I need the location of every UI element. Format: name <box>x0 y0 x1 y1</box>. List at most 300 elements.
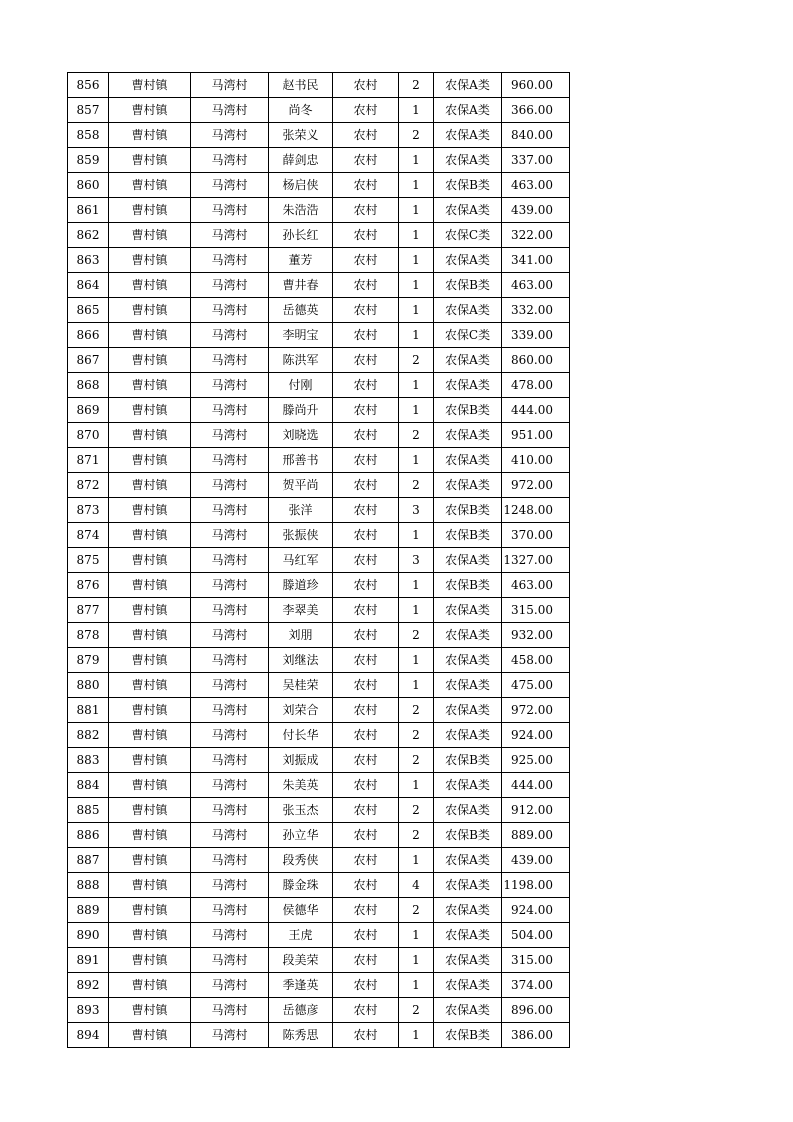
town-cell: 曹村镇 <box>109 73 191 98</box>
row-number-cell: 857 <box>68 98 109 123</box>
table-row <box>68 98 570 123</box>
village-cell: 马湾村 <box>191 223 269 248</box>
table-row <box>68 223 570 248</box>
insurance-category-cell: 农保A类 <box>434 448 502 473</box>
household-size-cell: 2 <box>399 698 434 723</box>
village-cell: 马湾村 <box>191 323 269 348</box>
insurance-category-cell: 农保A类 <box>434 198 502 223</box>
village-cell: 马湾村 <box>191 73 269 98</box>
person-name-cell: 朱美英 <box>269 773 333 798</box>
household-size-cell: 2 <box>399 998 434 1023</box>
table-row <box>68 473 570 498</box>
row-number-cell: 883 <box>68 748 109 773</box>
village-cell: 马湾村 <box>191 923 269 948</box>
row-number-cell: 856 <box>68 73 109 98</box>
town-cell: 曹村镇 <box>109 498 191 523</box>
area-type-cell: 农村 <box>333 673 399 698</box>
insurance-category-cell: 农保A类 <box>434 923 502 948</box>
household-size-cell: 1 <box>399 173 434 198</box>
area-type-cell: 农村 <box>333 248 399 273</box>
row-number-cell: 881 <box>68 698 109 723</box>
town-cell: 曹村镇 <box>109 973 191 998</box>
village-cell: 马湾村 <box>191 698 269 723</box>
village-cell: 马湾村 <box>191 798 269 823</box>
person-name-cell: 刘振成 <box>269 748 333 773</box>
town-cell: 曹村镇 <box>109 898 191 923</box>
table-row <box>68 598 570 623</box>
village-cell: 马湾村 <box>191 573 269 598</box>
table-row <box>68 923 570 948</box>
table-row <box>68 723 570 748</box>
village-cell: 马湾村 <box>191 723 269 748</box>
person-name-cell: 滕尚升 <box>269 398 333 423</box>
insurance-category-cell: 农保A类 <box>434 473 502 498</box>
table-row <box>68 573 570 598</box>
household-size-cell: 1 <box>399 1023 434 1048</box>
area-type-cell: 农村 <box>333 123 399 148</box>
row-number-cell: 870 <box>68 423 109 448</box>
table-row <box>68 148 570 173</box>
insurance-category-cell: 农保A类 <box>434 423 502 448</box>
town-cell: 曹村镇 <box>109 148 191 173</box>
area-type-cell: 农村 <box>333 423 399 448</box>
row-number-cell: 859 <box>68 148 109 173</box>
village-cell: 马湾村 <box>191 673 269 698</box>
village-cell: 马湾村 <box>191 848 269 873</box>
amount-cell: 972.00 <box>502 473 570 498</box>
amount-cell: 504.00 <box>502 923 570 948</box>
table-row <box>68 123 570 148</box>
town-cell: 曹村镇 <box>109 223 191 248</box>
person-name-cell: 孙立华 <box>269 823 333 848</box>
person-name-cell: 孙长红 <box>269 223 333 248</box>
person-name-cell: 张振侠 <box>269 523 333 548</box>
area-type-cell: 农村 <box>333 748 399 773</box>
table-row <box>68 73 570 98</box>
household-size-cell: 1 <box>399 398 434 423</box>
table-row <box>68 173 570 198</box>
amount-cell: 339.00 <box>502 323 570 348</box>
village-cell: 马湾村 <box>191 598 269 623</box>
household-size-cell: 2 <box>399 423 434 448</box>
person-name-cell: 刘荣合 <box>269 698 333 723</box>
household-size-cell: 2 <box>399 823 434 848</box>
person-name-cell: 王虎 <box>269 923 333 948</box>
town-cell: 曹村镇 <box>109 623 191 648</box>
person-name-cell: 邢善书 <box>269 448 333 473</box>
town-cell: 曹村镇 <box>109 823 191 848</box>
person-name-cell: 岳德英 <box>269 298 333 323</box>
row-number-cell: 869 <box>68 398 109 423</box>
town-cell: 曹村镇 <box>109 673 191 698</box>
area-type-cell: 农村 <box>333 548 399 573</box>
village-cell: 马湾村 <box>191 448 269 473</box>
table-row <box>68 773 570 798</box>
town-cell: 曹村镇 <box>109 748 191 773</box>
row-number-cell: 885 <box>68 798 109 823</box>
table-row <box>68 998 570 1023</box>
village-cell: 马湾村 <box>191 498 269 523</box>
row-number-cell: 887 <box>68 848 109 873</box>
insurance-category-cell: 农保C类 <box>434 323 502 348</box>
amount-cell: 341.00 <box>502 248 570 273</box>
row-number-cell: 889 <box>68 898 109 923</box>
table-body <box>68 73 570 1048</box>
area-type-cell: 农村 <box>333 773 399 798</box>
village-cell: 马湾村 <box>191 273 269 298</box>
person-name-cell: 陈秀思 <box>269 1023 333 1048</box>
area-type-cell: 农村 <box>333 298 399 323</box>
area-type-cell: 农村 <box>333 598 399 623</box>
village-cell: 马湾村 <box>191 398 269 423</box>
data-table <box>67 72 570 1048</box>
insurance-category-cell: 农保A类 <box>434 973 502 998</box>
row-number-cell: 882 <box>68 723 109 748</box>
village-cell: 马湾村 <box>191 348 269 373</box>
village-cell: 马湾村 <box>191 623 269 648</box>
town-cell: 曹村镇 <box>109 798 191 823</box>
village-cell: 马湾村 <box>191 898 269 923</box>
row-number-cell: 880 <box>68 673 109 698</box>
household-size-cell: 1 <box>399 98 434 123</box>
person-name-cell: 付刚 <box>269 373 333 398</box>
amount-cell: 972.00 <box>502 698 570 723</box>
town-cell: 曹村镇 <box>109 598 191 623</box>
table-row <box>68 248 570 273</box>
row-number-cell: 890 <box>68 923 109 948</box>
area-type-cell: 农村 <box>333 498 399 523</box>
amount-cell: 478.00 <box>502 373 570 398</box>
amount-cell: 925.00 <box>502 748 570 773</box>
insurance-category-cell: 农保A类 <box>434 998 502 1023</box>
table-row <box>68 848 570 873</box>
person-name-cell: 季逢英 <box>269 973 333 998</box>
person-name-cell: 刘晓选 <box>269 423 333 448</box>
row-number-cell: 894 <box>68 1023 109 1048</box>
person-name-cell: 段美荣 <box>269 948 333 973</box>
row-number-cell: 874 <box>68 523 109 548</box>
village-cell: 马湾村 <box>191 148 269 173</box>
amount-cell: 439.00 <box>502 848 570 873</box>
amount-cell: 1248.00 <box>502 498 570 523</box>
amount-cell: 896.00 <box>502 998 570 1023</box>
row-number-cell: 858 <box>68 123 109 148</box>
amount-cell: 374.00 <box>502 973 570 998</box>
area-type-cell: 农村 <box>333 73 399 98</box>
town-cell: 曹村镇 <box>109 773 191 798</box>
table-row <box>68 523 570 548</box>
village-cell: 马湾村 <box>191 248 269 273</box>
village-cell: 马湾村 <box>191 748 269 773</box>
insurance-category-cell: 农保C类 <box>434 223 502 248</box>
household-size-cell: 1 <box>399 448 434 473</box>
row-number-cell: 893 <box>68 998 109 1023</box>
area-type-cell: 农村 <box>333 223 399 248</box>
town-cell: 曹村镇 <box>109 298 191 323</box>
town-cell: 曹村镇 <box>109 648 191 673</box>
insurance-category-cell: 农保B类 <box>434 398 502 423</box>
area-type-cell: 农村 <box>333 523 399 548</box>
town-cell: 曹村镇 <box>109 373 191 398</box>
table-row <box>68 273 570 298</box>
household-size-cell: 1 <box>399 598 434 623</box>
household-size-cell: 1 <box>399 848 434 873</box>
row-number-cell: 891 <box>68 948 109 973</box>
area-type-cell: 农村 <box>333 698 399 723</box>
insurance-category-cell: 农保B类 <box>434 1023 502 1048</box>
insurance-category-cell: 农保B类 <box>434 748 502 773</box>
area-type-cell: 农村 <box>333 148 399 173</box>
insurance-category-cell: 农保A类 <box>434 873 502 898</box>
person-name-cell: 段秀侠 <box>269 848 333 873</box>
amount-cell: 366.00 <box>502 98 570 123</box>
table-row <box>68 448 570 473</box>
insurance-category-cell: 农保A类 <box>434 298 502 323</box>
table-row <box>68 973 570 998</box>
household-size-cell: 3 <box>399 548 434 573</box>
town-cell: 曹村镇 <box>109 848 191 873</box>
amount-cell: 444.00 <box>502 773 570 798</box>
household-size-cell: 1 <box>399 248 434 273</box>
person-name-cell: 尚冬 <box>269 98 333 123</box>
town-cell: 曹村镇 <box>109 923 191 948</box>
row-number-cell: 886 <box>68 823 109 848</box>
table-row <box>68 373 570 398</box>
insurance-category-cell: 农保A类 <box>434 73 502 98</box>
person-name-cell: 张荣义 <box>269 123 333 148</box>
row-number-cell: 876 <box>68 573 109 598</box>
town-cell: 曹村镇 <box>109 998 191 1023</box>
area-type-cell: 农村 <box>333 573 399 598</box>
insurance-category-cell: 农保A类 <box>434 248 502 273</box>
row-number-cell: 888 <box>68 873 109 898</box>
amount-cell: 840.00 <box>502 123 570 148</box>
person-name-cell: 侯德华 <box>269 898 333 923</box>
table-row <box>68 623 570 648</box>
household-size-cell: 4 <box>399 873 434 898</box>
town-cell: 曹村镇 <box>109 198 191 223</box>
insurance-category-cell: 农保B类 <box>434 823 502 848</box>
amount-cell: 337.00 <box>502 148 570 173</box>
amount-cell: 332.00 <box>502 298 570 323</box>
table-row <box>68 873 570 898</box>
amount-cell: 315.00 <box>502 598 570 623</box>
amount-cell: 924.00 <box>502 723 570 748</box>
insurance-category-cell: 农保A类 <box>434 598 502 623</box>
town-cell: 曹村镇 <box>109 723 191 748</box>
village-cell: 马湾村 <box>191 198 269 223</box>
amount-cell: 463.00 <box>502 173 570 198</box>
person-name-cell: 董芳 <box>269 248 333 273</box>
area-type-cell: 农村 <box>333 398 399 423</box>
table-row <box>68 498 570 523</box>
row-number-cell: 878 <box>68 623 109 648</box>
household-size-cell: 1 <box>399 573 434 598</box>
table-row <box>68 898 570 923</box>
person-name-cell: 刘继法 <box>269 648 333 673</box>
table-row <box>68 673 570 698</box>
amount-cell: 444.00 <box>502 398 570 423</box>
person-name-cell: 吴桂荣 <box>269 673 333 698</box>
village-cell: 马湾村 <box>191 998 269 1023</box>
person-name-cell: 岳德彦 <box>269 998 333 1023</box>
area-type-cell: 农村 <box>333 173 399 198</box>
household-size-cell: 2 <box>399 348 434 373</box>
row-number-cell: 872 <box>68 473 109 498</box>
area-type-cell: 农村 <box>333 898 399 923</box>
town-cell: 曹村镇 <box>109 573 191 598</box>
table-row <box>68 798 570 823</box>
village-cell: 马湾村 <box>191 948 269 973</box>
row-number-cell: 868 <box>68 373 109 398</box>
amount-cell: 386.00 <box>502 1023 570 1048</box>
village-cell: 马湾村 <box>191 1023 269 1048</box>
table-row <box>68 748 570 773</box>
insurance-category-cell: 农保A类 <box>434 98 502 123</box>
person-name-cell: 张洋 <box>269 498 333 523</box>
person-name-cell: 杨启侠 <box>269 173 333 198</box>
town-cell: 曹村镇 <box>109 423 191 448</box>
amount-cell: 322.00 <box>502 223 570 248</box>
table-row <box>68 698 570 723</box>
town-cell: 曹村镇 <box>109 523 191 548</box>
household-size-cell: 1 <box>399 973 434 998</box>
insurance-category-cell: 农保A类 <box>434 948 502 973</box>
household-size-cell: 1 <box>399 523 434 548</box>
village-cell: 马湾村 <box>191 523 269 548</box>
table-row <box>68 823 570 848</box>
town-cell: 曹村镇 <box>109 398 191 423</box>
village-cell: 马湾村 <box>191 423 269 448</box>
insurance-category-cell: 农保B类 <box>434 523 502 548</box>
amount-cell: 1198.00 <box>502 873 570 898</box>
area-type-cell: 农村 <box>333 923 399 948</box>
area-type-cell: 农村 <box>333 798 399 823</box>
area-type-cell: 农村 <box>333 648 399 673</box>
town-cell: 曹村镇 <box>109 873 191 898</box>
row-number-cell: 884 <box>68 773 109 798</box>
row-number-cell: 879 <box>68 648 109 673</box>
area-type-cell: 农村 <box>333 848 399 873</box>
row-number-cell: 873 <box>68 498 109 523</box>
household-size-cell: 1 <box>399 773 434 798</box>
person-name-cell: 李明宝 <box>269 323 333 348</box>
table-row <box>68 298 570 323</box>
insurance-category-cell: 农保A类 <box>434 373 502 398</box>
row-number-cell: 863 <box>68 248 109 273</box>
town-cell: 曹村镇 <box>109 323 191 348</box>
table-row <box>68 1023 570 1048</box>
household-size-cell: 1 <box>399 273 434 298</box>
person-name-cell: 曹井春 <box>269 273 333 298</box>
town-cell: 曹村镇 <box>109 1023 191 1048</box>
amount-cell: 370.00 <box>502 523 570 548</box>
town-cell: 曹村镇 <box>109 348 191 373</box>
row-number-cell: 862 <box>68 223 109 248</box>
household-size-cell: 2 <box>399 473 434 498</box>
village-cell: 马湾村 <box>191 873 269 898</box>
household-size-cell: 3 <box>399 498 434 523</box>
town-cell: 曹村镇 <box>109 248 191 273</box>
amount-cell: 889.00 <box>502 823 570 848</box>
insurance-category-cell: 农保A类 <box>434 648 502 673</box>
area-type-cell: 农村 <box>333 198 399 223</box>
amount-cell: 1327.00 <box>502 548 570 573</box>
town-cell: 曹村镇 <box>109 123 191 148</box>
area-type-cell: 农村 <box>333 823 399 848</box>
household-size-cell: 1 <box>399 198 434 223</box>
insurance-category-cell: 农保A类 <box>434 548 502 573</box>
household-size-cell: 2 <box>399 748 434 773</box>
table-row <box>68 423 570 448</box>
amount-cell: 960.00 <box>502 73 570 98</box>
area-type-cell: 农村 <box>333 873 399 898</box>
amount-cell: 315.00 <box>502 948 570 973</box>
amount-cell: 475.00 <box>502 673 570 698</box>
insurance-category-cell: 农保B类 <box>434 173 502 198</box>
village-cell: 马湾村 <box>191 98 269 123</box>
village-cell: 马湾村 <box>191 773 269 798</box>
row-number-cell: 860 <box>68 173 109 198</box>
amount-cell: 439.00 <box>502 198 570 223</box>
town-cell: 曹村镇 <box>109 698 191 723</box>
town-cell: 曹村镇 <box>109 948 191 973</box>
household-size-cell: 2 <box>399 123 434 148</box>
amount-cell: 932.00 <box>502 623 570 648</box>
village-cell: 马湾村 <box>191 298 269 323</box>
area-type-cell: 农村 <box>333 1023 399 1048</box>
person-name-cell: 付长华 <box>269 723 333 748</box>
village-cell: 马湾村 <box>191 173 269 198</box>
insurance-category-cell: 农保A类 <box>434 723 502 748</box>
area-type-cell: 农村 <box>333 998 399 1023</box>
table-row <box>68 948 570 973</box>
area-type-cell: 农村 <box>333 448 399 473</box>
amount-cell: 951.00 <box>502 423 570 448</box>
table-row <box>68 348 570 373</box>
table-row <box>68 198 570 223</box>
amount-cell: 458.00 <box>502 648 570 673</box>
area-type-cell: 农村 <box>333 473 399 498</box>
area-type-cell: 农村 <box>333 373 399 398</box>
person-name-cell: 滕道珍 <box>269 573 333 598</box>
row-number-cell: 877 <box>68 598 109 623</box>
village-cell: 马湾村 <box>191 473 269 498</box>
row-number-cell: 875 <box>68 548 109 573</box>
household-size-cell: 2 <box>399 73 434 98</box>
area-type-cell: 农村 <box>333 723 399 748</box>
household-size-cell: 1 <box>399 298 434 323</box>
town-cell: 曹村镇 <box>109 448 191 473</box>
insurance-category-cell: 农保A类 <box>434 348 502 373</box>
amount-cell: 912.00 <box>502 798 570 823</box>
table-row <box>68 648 570 673</box>
town-cell: 曹村镇 <box>109 273 191 298</box>
household-size-cell: 1 <box>399 323 434 348</box>
amount-cell: 860.00 <box>502 348 570 373</box>
insurance-category-cell: 农保B类 <box>434 573 502 598</box>
insurance-category-cell: 农保A类 <box>434 898 502 923</box>
household-size-cell: 1 <box>399 923 434 948</box>
insurance-category-cell: 农保A类 <box>434 673 502 698</box>
household-size-cell: 2 <box>399 623 434 648</box>
village-cell: 马湾村 <box>191 548 269 573</box>
village-cell: 马湾村 <box>191 823 269 848</box>
household-size-cell: 1 <box>399 223 434 248</box>
person-name-cell: 赵书民 <box>269 73 333 98</box>
area-type-cell: 农村 <box>333 323 399 348</box>
household-size-cell: 2 <box>399 798 434 823</box>
